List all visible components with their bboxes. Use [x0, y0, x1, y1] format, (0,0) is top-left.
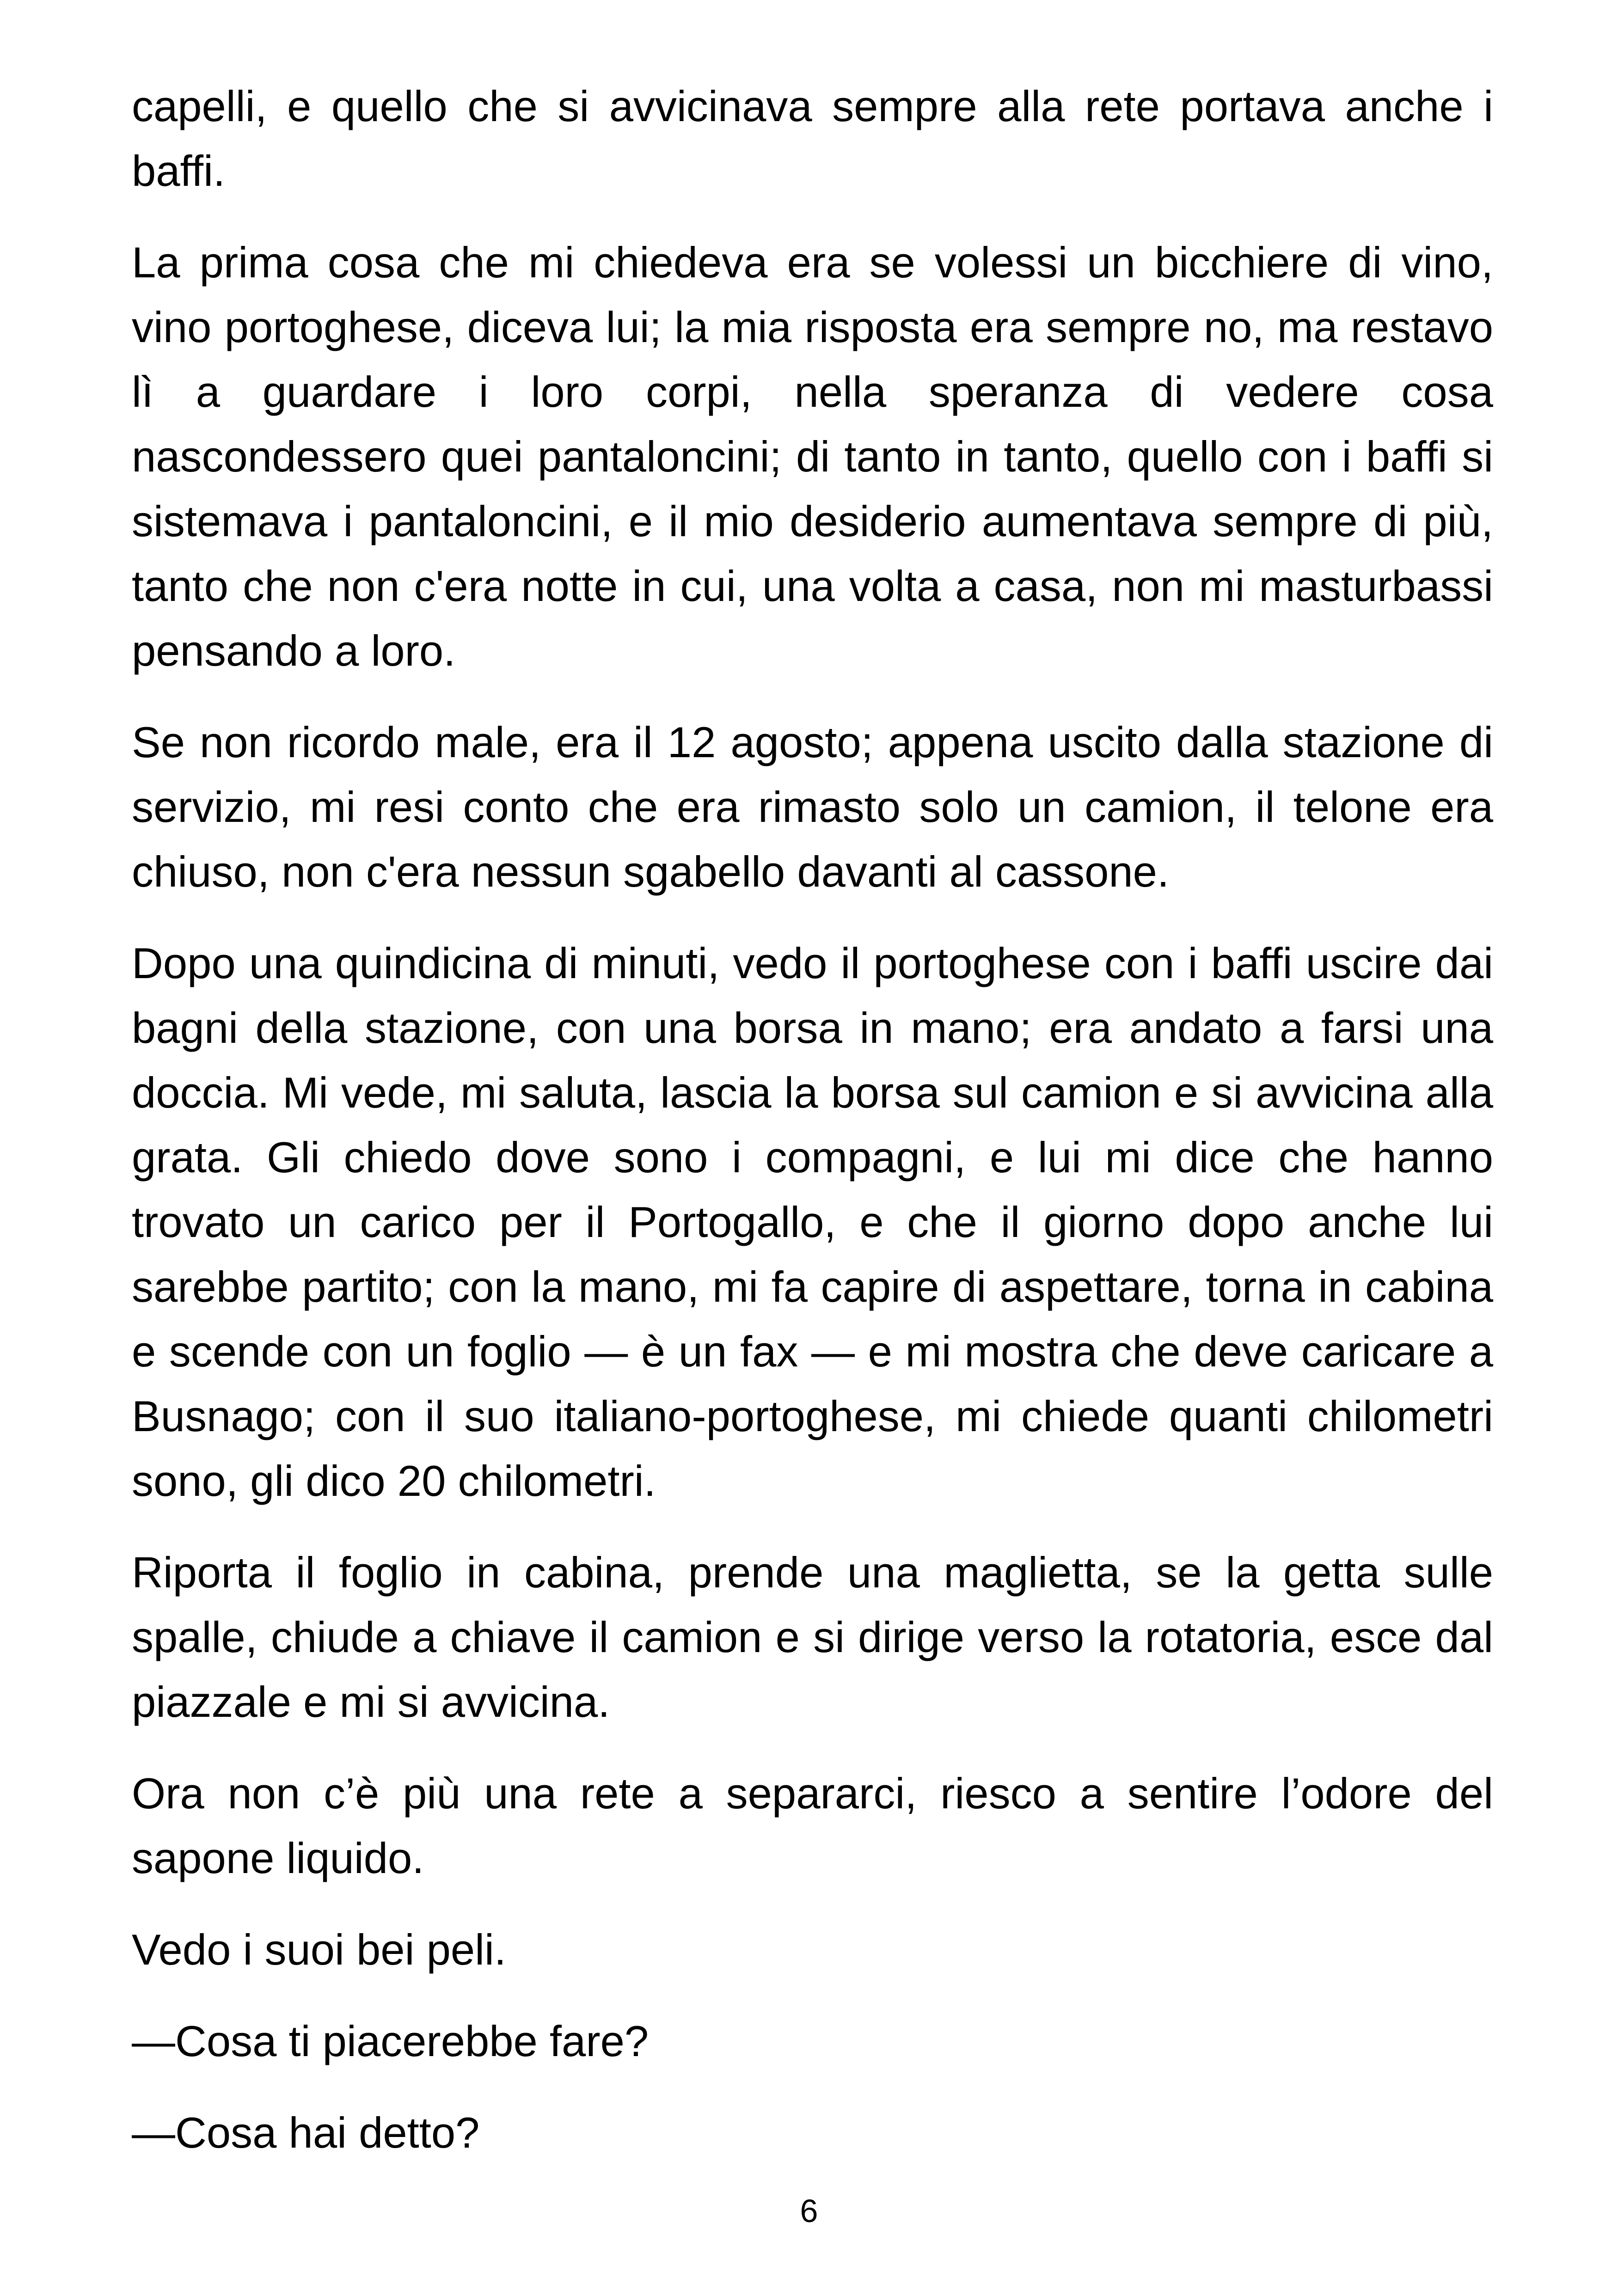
paragraph-4: Dopo una quindicina di minuti, vedo il portoghese con i baffi uscire dai bagni della stazione, con una borsa in mano; era andato a farsi una doccia. Mi vede, mi saluta, lascia la borsa sul camion e si avvicina alla grata. Gli chiedo dove sono i compagni, e lui mi dice che hanno trovato un carico per il Portogallo, e che il giorno dopo anche lui sarebbe partito; con la mano, mi fa capire di aspettare, torna in cabina e scende con un foglio — è un fax — e mi mostra che deve caricare a Busnago; con il suo italiano-portoghese, mi chiede quanti chilometri sono, gli dico 20 chilometri. — [132, 939, 1493, 1505]
dialogue-line-2: —Cosa hai detto? — [132, 2108, 480, 2157]
dialogue-line-1: —Cosa ti piacerebbe fare? — [132, 2017, 649, 2065]
body-text — [132, 74, 1493, 2192]
paragraph-5: Riporta il foglio in cabina, prende una maglietta, se la getta sulle spalle, chiude a chiave il camion e si dirige verso la rotatoria, esce dal piazzale e mi si avvicina. — [132, 1548, 1493, 1726]
paragraph-2: La prima cosa che mi chiedeva era se volessi un bicchiere di vino, vino portoghese, diceva lui; la mia risposta era sempre no, ma restavo lì a guardare i loro corpi, nella speranza di vedere cosa nascondessero quei pantaloncini; di tanto in tanto, quello con i baffi si sistemava i pantaloncini, e il mio desiderio aumentava sempre di più, tanto che non c'era notte in cui, una volta a casa, non mi masturbassi pensando a loro. — [132, 238, 1493, 675]
paragraph-1: capelli, e quello che si avvicinava sempre alla rete portava anche i baffi. — [132, 82, 1493, 195]
page-number: 6 — [800, 2193, 818, 2229]
paragraph-7: Vedo i suoi bei peli. — [132, 1925, 507, 1974]
paragraph-6: Ora non c’è più una rete a separarci, riesco a sentire l’odore del sapone liquido. — [132, 1769, 1493, 1882]
paragraph-3: Se non ricordo male, era il 12 agosto; appena uscito dalla stazione di servizio, mi resi conto che era rimasto solo un camion, il telone era chiuso, non c'era nessun sgabello davanti al cassone. — [132, 718, 1493, 896]
